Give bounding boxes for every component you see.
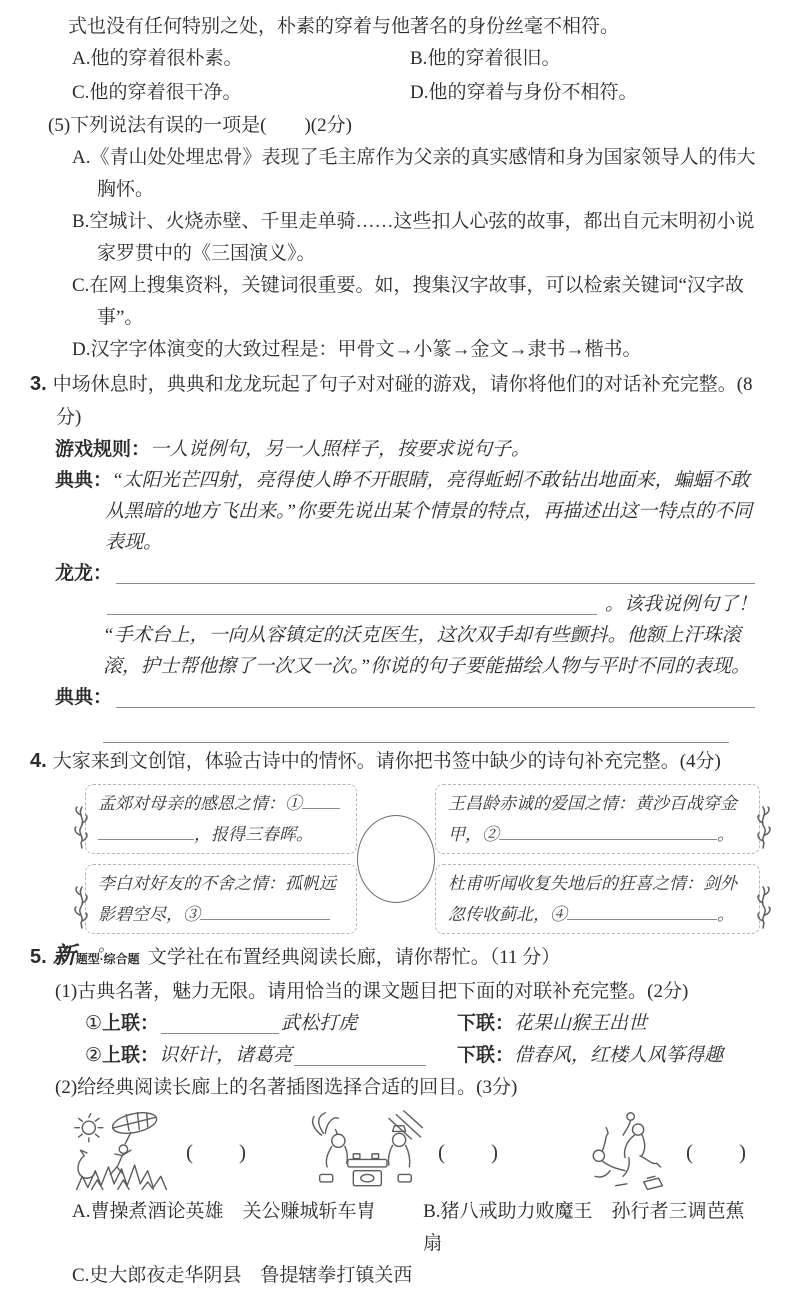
diandian-quote: “太阳光芒四射，亮得使人睁不开眼睛，亮得蚯蚓不敢钻出地面来，蝙蝠不敢从黑暗的地方飞出来。”你要先说出某个情景的特点，再描述出这一特点的不同表现。 xyxy=(105,470,753,553)
answer-option-a: A.曹操煮酒论英雄 关公赚城斩车胄 xyxy=(72,1201,376,1222)
couplet-1-upper xyxy=(85,1008,457,1040)
question-4-number: 4. xyxy=(30,750,47,772)
q3-game-rule xyxy=(55,434,757,465)
lower-text: 借春风，红楼人风筝得趣 xyxy=(514,1045,724,1066)
badge-new-char: 新 xyxy=(52,942,76,968)
choice-d-label: D. xyxy=(410,82,429,103)
question-5-stem xyxy=(30,938,757,976)
circle-divider xyxy=(357,815,435,903)
flower-flourish-icon xyxy=(755,885,771,939)
upper-label: 上联： xyxy=(102,1013,160,1034)
question-3-number: 3. xyxy=(30,373,47,395)
option-d-text: 汉字字体演变的大致过程是：甲骨文→小篆→金文→隶书→楷书。 xyxy=(90,339,642,360)
answer-blank xyxy=(499,827,717,840)
diandian2-label: 典典： xyxy=(55,687,113,708)
badge-rest-text: 题型·综合题 xyxy=(75,952,140,966)
couplet-num: ② xyxy=(85,1045,103,1066)
q5-part1-stem: (1)古典名著，魅力无限。请用恰当的课文题目把下面的对联补充完整。(2分) xyxy=(55,981,689,1002)
couplet-num: ① xyxy=(85,1013,103,1034)
bookmark-card-libai xyxy=(85,864,357,955)
q2-stem-continuation: 式也没有任何特别之处，朴素的穿着与他著名的身份丝毫不相符。 xyxy=(68,16,620,37)
option-b-label: B. xyxy=(72,211,90,232)
answer-blank xyxy=(200,907,330,920)
flower-flourish-icon xyxy=(74,805,90,859)
q3-answer-line-2 xyxy=(103,589,757,620)
answer-blank-line xyxy=(103,713,729,743)
drinking-at-table-icon xyxy=(304,1109,426,1195)
card-text: 。 xyxy=(98,936,115,955)
question-3-stem xyxy=(30,368,757,434)
q5-couplet-1 xyxy=(85,1008,757,1040)
upper-tail: 武松打虎 xyxy=(281,1013,358,1034)
bookmark-card-mengjiao xyxy=(85,784,357,854)
turn-tail-text: 。该我说例句了！ xyxy=(604,594,757,615)
sun-fan-flames-icon xyxy=(70,1109,174,1195)
option-c-text: 在网上搜集资料，关键词很重要。如，搜集汉字故事，可以检索关键词“汉字故事”。 xyxy=(89,275,744,328)
q2-item5-option-c xyxy=(72,270,757,334)
bookmark-card-dufu xyxy=(435,864,760,934)
bracket-open: ( xyxy=(186,1139,193,1164)
q2-item5-option-b xyxy=(72,206,757,270)
upper-pre: 识奸计，诸葛亮 xyxy=(159,1045,293,1066)
choice-b xyxy=(410,42,560,76)
rule-text: 一人说例句，另一人照样子，按要求说句子。 xyxy=(150,439,531,460)
center-circle-cell xyxy=(357,784,435,934)
answer-bracket xyxy=(186,1140,246,1165)
bracket-open: ( xyxy=(438,1139,445,1164)
fist-fight-icon xyxy=(576,1109,674,1195)
q2-item5-stem: (5)下列说法有误的一项是( )(2分) xyxy=(48,115,352,136)
q5-part2-stem: (2)给经典阅读长廊上的名著插图选择合适的回目。(3分) xyxy=(55,1077,518,1098)
diandian-label: 典典： xyxy=(55,470,113,491)
bracket-close: ) xyxy=(239,1139,246,1164)
question-4-stem xyxy=(30,745,757,778)
card-text: 。 xyxy=(717,825,734,844)
answer-blank-line xyxy=(116,558,755,584)
q3-longlong-answer-line xyxy=(55,558,757,589)
q3-diandian-answer-line xyxy=(55,682,757,713)
flower-flourish-icon xyxy=(74,885,90,939)
lower-text: 花果山猴王出世 xyxy=(514,1013,648,1034)
answer-option-c: C.史大郎夜走华阴县 鲁提辖拳打镇关西 xyxy=(72,1265,413,1286)
choice-d-text: 他的穿着与身份不相符。 xyxy=(428,82,638,103)
question-5-number: 5. xyxy=(30,946,47,968)
option-c-label: C. xyxy=(72,275,90,296)
card-text: 孟郊对母亲的感恩之情：① xyxy=(98,794,302,813)
q4-bookmark-cards xyxy=(85,784,757,955)
q5-couplet-2 xyxy=(85,1040,757,1072)
bracket-close: ) xyxy=(491,1139,498,1164)
answer-blank xyxy=(161,1008,279,1034)
answer-blank xyxy=(294,1040,426,1066)
answer-blank-line xyxy=(107,589,597,615)
choice-a-text: 他的穿着很朴素。 xyxy=(90,48,243,69)
q2-choices-row-2 xyxy=(72,76,757,110)
card-text: 王昌龄赤诚的爱国之情：黄沙百战穿金甲，② xyxy=(448,794,737,844)
choice-c-label: C. xyxy=(72,82,90,103)
option-d-label: D. xyxy=(72,339,91,360)
choice-b-text: 他的穿着很旧。 xyxy=(427,48,561,69)
question-3-text: 中场休息时，典典和龙龙玩起了句子对对碰的游戏，请你将他们的对话补充完整。(8分) xyxy=(52,374,753,428)
couplet-2-upper xyxy=(85,1040,457,1072)
answer-bracket xyxy=(686,1140,746,1165)
answer-blank xyxy=(98,827,194,840)
q2-item5-option-d xyxy=(72,334,757,366)
card-text: ，报得三春晖。 xyxy=(194,825,313,844)
bracket-close: ) xyxy=(739,1139,746,1164)
rule-label: 游戏规则： xyxy=(55,439,151,460)
option-a-text: 《青山处处埋忠骨》表现了毛主席作为父亲的真实感情和身为国家领导人的伟大胸怀。 xyxy=(90,147,756,200)
answer-blank-line xyxy=(116,682,755,708)
option-a-label: A. xyxy=(72,147,91,168)
answer-option-b: B.猪八戒助力败魔王 孙行者三调芭蕉扇 xyxy=(423,1201,745,1254)
choice-a-label: A. xyxy=(72,48,91,69)
question-5-text: 文学社在布置经典阅读长廊，请你帮忙。（11 分） xyxy=(147,947,561,968)
couplet-1-lower xyxy=(457,1008,647,1040)
card-text: 。 xyxy=(717,905,734,924)
q5-answers-row-1 xyxy=(72,1196,757,1260)
choice-c xyxy=(72,76,410,110)
longlong-label: 龙龙： xyxy=(55,563,113,584)
q2-item5-option-a xyxy=(72,142,757,206)
upper-label: 上联： xyxy=(102,1045,160,1066)
question-4-text: 大家来到文创馆，体验古诗中的情怀。请你把书签中缺少的诗句补充完整。(4分) xyxy=(52,751,721,772)
card-text: 杜甫听闻收复失地后的狂喜之情：剑外忽传收蓟北，④ xyxy=(448,874,737,924)
couplet-2-lower xyxy=(457,1040,723,1072)
bracket-open: ( xyxy=(686,1139,693,1164)
choice-b-label: B. xyxy=(410,48,428,69)
bookmark-card-wangchangling xyxy=(435,784,760,854)
lower-label: 下联： xyxy=(457,1013,515,1034)
card-text: 李白对好友的不舍之情：孤帆远影碧空尽，③ xyxy=(98,874,336,924)
q5-figures-row xyxy=(70,1108,757,1196)
q2-choices-row-1 xyxy=(72,42,757,76)
choice-d xyxy=(410,76,638,110)
q3-diandian-speech xyxy=(55,465,757,558)
flower-flourish-icon xyxy=(755,805,771,859)
choice-a xyxy=(72,42,410,76)
q3-second-quote: “手术台上，一向从容镇定的沃克医生，这次双手却有些颤抖。他额上汗珠滚滚，护士帮他擦了一次又一次。”你说的句子要能描绘人物与平时不同的表现。 xyxy=(103,625,751,677)
answer-bracket xyxy=(438,1140,498,1165)
answer-blank xyxy=(567,907,717,920)
answer-blank xyxy=(302,796,340,809)
option-b-text: 空城计、火烧赤壁、千里走单骑……这些扣人心弦的故事，都出自元末明初小说家罗贯中的《三国演义》。 xyxy=(89,211,755,264)
lower-label: 下联： xyxy=(457,1045,515,1066)
choice-c-text: 他的穿着很干净。 xyxy=(89,82,242,103)
